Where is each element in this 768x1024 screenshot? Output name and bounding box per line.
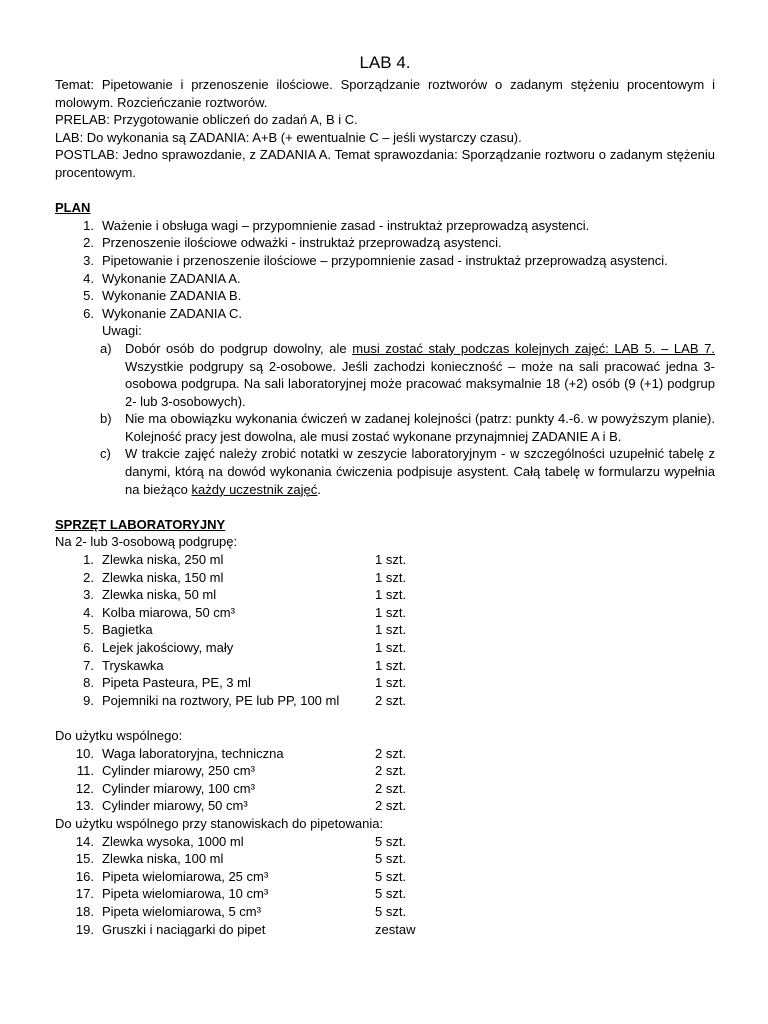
plan-item-text: Wykonanie ZADANIA C. (102, 305, 243, 321)
equipment-row (55, 797, 715, 815)
equipment-row (55, 621, 715, 639)
note-a-underlined: musi zostać stały podczas kolejnych zajęć: LAB 5. – LAB 7. (352, 340, 715, 356)
equipment-name: Pipeta wielomiarowa, 5 cm³ (102, 903, 261, 919)
equipment-group1-list (55, 551, 715, 709)
equipment-row (55, 762, 715, 780)
spacer (55, 498, 715, 516)
plan-item-number: 3. (83, 252, 94, 268)
plan-item-number: 2. (83, 235, 94, 251)
equipment-number: 17. (75, 886, 94, 902)
plan-item (55, 252, 715, 270)
equipment-quantity: 2 szt. (375, 745, 407, 761)
equipment-name: Zlewka niska, 100 ml (102, 851, 224, 867)
equipment-row (55, 692, 715, 710)
equipment-row (55, 586, 715, 604)
equipment-row (55, 868, 715, 886)
equipment-number: 3. (83, 587, 94, 603)
document-page (55, 52, 715, 938)
equipment-number: 12. (75, 780, 94, 796)
plan-item-text: Pipetowanie i przenoszenie ilościowe – przypomnienie zasad - instruktaż przeprowadzą asystenci. (102, 252, 668, 268)
equipment-quantity: 1 szt. (375, 604, 407, 620)
equipment-name: Waga laboratoryjna, techniczna (102, 745, 284, 761)
equipment-row (55, 657, 715, 675)
plan-item (55, 217, 715, 235)
equipment-row (55, 569, 715, 587)
plan-item-text: Przenoszenie ilościowe odważki - instruktaż przeprowadzą asystenci. (102, 235, 502, 251)
equipment-row (55, 921, 715, 939)
intro-lab: LAB: Do wykonania są ZADANIA: A+B (+ ewentualnie C – jeśli wystarczy czasu). (55, 129, 522, 145)
plan-heading: PLAN (55, 200, 91, 216)
plan-item-text: Wykonanie ZADANIA A. (102, 270, 241, 286)
plan-item-text: Wykonanie ZADANIA B. (102, 288, 242, 304)
equipment-name: Zlewka wysoka, 1000 ml (102, 833, 244, 849)
equipment-number: 1. (83, 552, 94, 568)
equipment-number: 14. (75, 833, 94, 849)
note-c-underlined: każdy uczestnik zajęć (191, 481, 318, 497)
equipment-name: Gruszki i naciągarki do pipet (102, 921, 266, 937)
equipment-number: 8. (83, 675, 94, 691)
equipment-number: 16. (75, 868, 94, 884)
equipment-name: Cylinder miarowy, 50 cm³ (102, 798, 248, 814)
equipment-number: 2. (83, 569, 94, 585)
equipment-quantity: 5 szt. (375, 851, 407, 867)
equipment-row (55, 850, 715, 868)
equipment-number: 13. (75, 798, 94, 814)
equipment-group2-list (55, 745, 715, 815)
equipment-quantity: 5 szt. (375, 886, 407, 902)
equipment-name: Bagietka (102, 622, 153, 638)
plan-item (55, 234, 715, 252)
equipment-row (55, 745, 715, 763)
plan-item (55, 287, 715, 305)
equipment-quantity: 5 szt. (375, 833, 407, 849)
equipment-quantity: 1 szt. (375, 657, 407, 673)
equipment-row (55, 551, 715, 569)
equipment-quantity: zestaw (375, 921, 416, 937)
equipment-name: Zlewka niska, 150 ml (102, 569, 224, 585)
equipment-name: Lejek jakościowy, mały (102, 640, 234, 655)
note-a-marker: a) (100, 340, 112, 356)
equipment-name: Pipeta wielomiarowa, 25 cm³ (102, 868, 269, 884)
equipment-group3-label: Do użytku wspólnego przy stanowiskach do pipetowania: (55, 815, 384, 831)
note-a-text: Dobór osób do podgrup dowolny, ale (125, 340, 353, 356)
equipment-heading: SPRZĘT LABORATORYJNY (55, 516, 226, 532)
equipment-row (55, 604, 715, 622)
document-title: LAB 4. (359, 53, 411, 72)
equipment-row (55, 674, 715, 692)
plan-item-number: 1. (83, 217, 94, 233)
equipment-quantity: 2 szt. (375, 763, 407, 779)
equipment-name: Pipeta wielomiarowa, 10 cm³ (102, 886, 269, 902)
notes-label: Uwagi: (102, 323, 142, 339)
equipment-quantity: 1 szt. (375, 640, 407, 655)
spacer (55, 182, 715, 200)
equipment-number: 5. (83, 622, 94, 638)
equipment-quantity: 5 szt. (375, 868, 407, 884)
equipment-quantity: 1 szt. (375, 552, 407, 568)
plan-item-text: Ważenie i obsługa wagi – przypomnienie zasad - instruktaż przeprowadzą asystenci. (102, 217, 590, 233)
note-b-marker: b) (100, 411, 112, 427)
note-c-marker: c) (100, 446, 111, 462)
equipment-quantity: 1 szt. (375, 587, 407, 603)
equipment-name: Kolba miarowa, 50 cm³ (102, 604, 235, 620)
note-c-text: W trakcie zajęć należy zrobić notatki w zeszycie laboratoryjnym - w szczególności uzupełnić tabelę z danymi, którą na dowód wykonania ćwiczenia podpisuje asystent. Całą tabelę w formularzu wypełnia na bieżąco (125, 446, 715, 497)
equipment-number: 9. (83, 692, 94, 708)
equipment-number: 4. (83, 604, 94, 620)
equipment-number: 7. (83, 657, 94, 673)
note-b-text: Nie ma obowiązku wykonania ćwiczeń w zadanej kolejności (patrz: punkty 4.-6. w powyższym planie). Kolejność pracy jest dowolna, ale musi zostać wykonane przynajmniej ZADANIE A i B. (125, 411, 715, 444)
equipment-number: 6. (83, 640, 94, 655)
plan-item-number: 4. (83, 270, 94, 286)
equipment-number: 18. (75, 903, 94, 919)
equipment-quantity: 2 szt. (375, 780, 407, 796)
plan-item-number: 6. (83, 305, 94, 321)
equipment-number: 19. (75, 921, 94, 937)
intro-prelab: PRELAB: Przygotowanie obliczeń do zadań A, B i C. (55, 112, 358, 128)
spacer (55, 709, 715, 727)
note-a (55, 340, 715, 410)
equipment-name: Zlewka niska, 250 ml (102, 552, 224, 568)
equipment-name: Cylinder miarowy, 100 cm³ (102, 780, 255, 796)
note-c (55, 445, 715, 498)
equipment-number: 10. (75, 745, 94, 761)
equipment-quantity: 1 szt. (375, 675, 407, 691)
equipment-quantity: 5 szt. (375, 903, 407, 919)
plan-list (55, 217, 715, 323)
equipment-quantity: 1 szt. (375, 569, 407, 585)
equipment-row (55, 903, 715, 921)
equipment-number: 15. (75, 851, 94, 867)
equipment-quantity: 2 szt. (375, 798, 407, 814)
equipment-quantity: 2 szt. (375, 692, 407, 708)
equipment-row (55, 885, 715, 903)
intro-postlab: POSTLAB: Jedno sprawozdanie, z ZADANIA A. Temat sprawozdania: Sporządzanie roztworu o zadanym stężeniu procentowym. (55, 147, 715, 180)
note-a-text-cont: Wszystkie podgrupy są 2-osobowe. Jeśli zachodzi konieczność – może na sali pracować jedna 3-osobowa podgrupa. Na sali laboratoryjnej może pracować maksymalnie 18 (+2) osób (9 (+1) podgrup 2- lub 3-osobowych). (125, 358, 715, 409)
equipment-name: Tryskawka (102, 657, 164, 673)
equipment-row (55, 639, 715, 657)
equipment-name: Pojemniki na roztwory, PE lub PP, 100 ml (102, 692, 340, 708)
equipment-name: Cylinder miarowy, 250 cm³ (102, 763, 255, 779)
plan-item (55, 305, 715, 323)
equipment-quantity: 1 szt. (375, 622, 407, 638)
note-b (55, 410, 715, 445)
equipment-name: Pipeta Pasteura, PE, 3 ml (102, 675, 251, 691)
equipment-row (55, 780, 715, 798)
note-c-text-cont: . (317, 481, 321, 497)
plan-item-number: 5. (83, 288, 94, 304)
plan-item (55, 270, 715, 288)
equipment-group3-list (55, 833, 715, 939)
intro-temat: Temat: Pipetowanie i przenoszenie ilościowe. Sporządzanie roztworów o zadanym stężeniu procentowym i molowym. Rozcieńczanie roztworów. (55, 77, 715, 110)
equipment-group2-label: Do użytku wspólnego: (55, 727, 183, 743)
equipment-group1-label: Na 2- lub 3-osobową podgrupę: (55, 534, 238, 550)
equipment-row (55, 833, 715, 851)
equipment-number: 11. (76, 763, 94, 779)
equipment-name: Zlewka niska, 50 ml (102, 587, 217, 603)
